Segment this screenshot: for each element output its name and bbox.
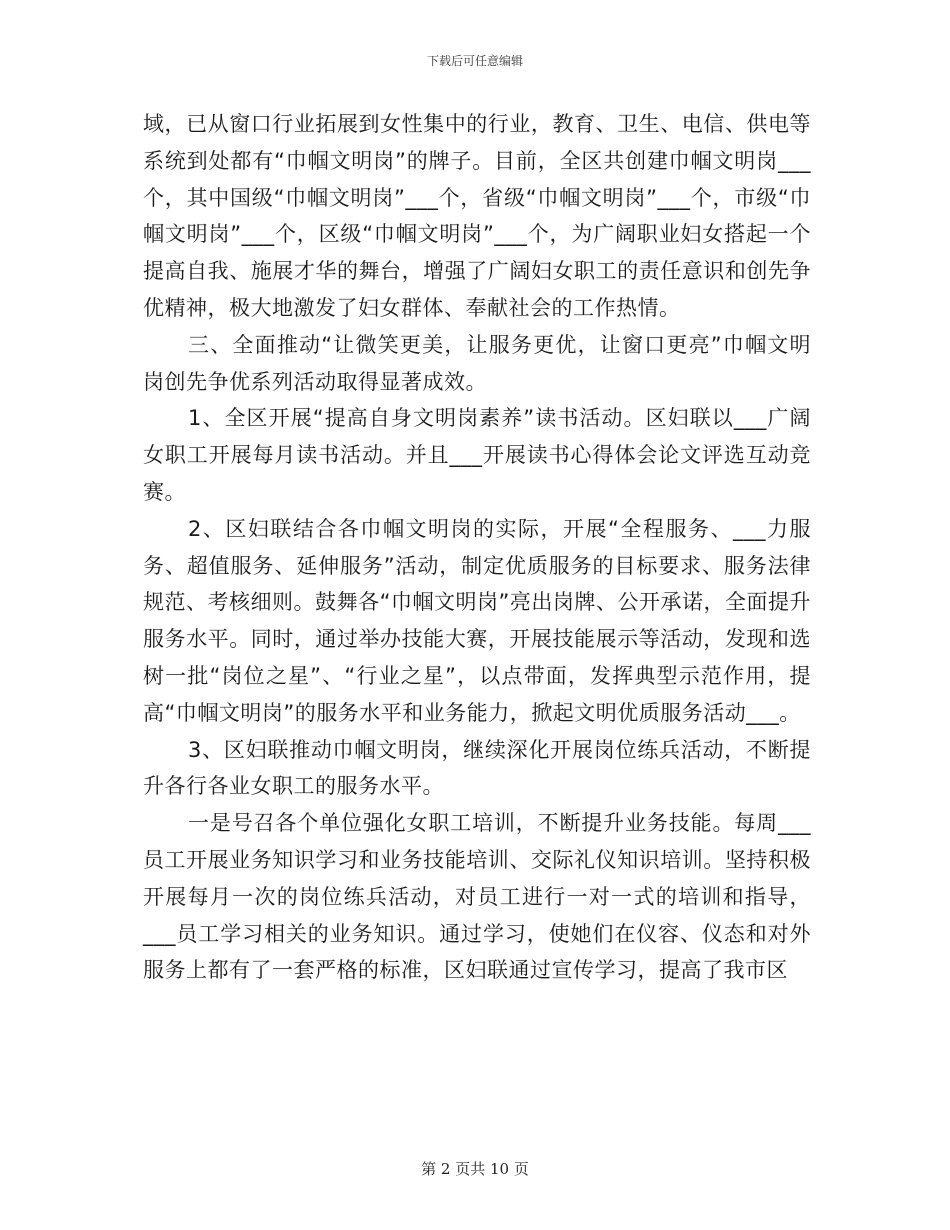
page-header: 下载后可任意编辑	[426, 54, 523, 68]
paragraph-section-three: 三、全面推动“让微笑更美，让服务更优，让窗口更亮”巾帼文明岗创先争优系列活动取得显著成效。	[143, 332, 811, 394]
paragraph-item-3: 3、区妇联推动巾帼文明岗，继续深化开展岗位练兵活动，不断提升各行各业女职工的服务水平。	[143, 737, 811, 799]
page-footer: 第 2 页共 10 页	[421, 1160, 529, 1178]
paragraph-item-1: 1、全区开展“提高自身文明岗素养”读书活动。区妇联以___广阔女职工开展每月读书活动。并且___开展读书心得体会论文评选互动竞赛。	[143, 406, 811, 504]
paragraph-item-2: 2、区妇联结合各巾帼文明岗的实际，开展“全程服务、___力服务、超值服务、延伸服务”活动，制定优质服务的目标要求、服务法律规范、考核细则。鼓舞各“巾帼文明岗”亮出岗牌、公开承诺，全面提升服务水平。同时，通过举办技能大赛，开展技能展示等活动，发现和选树一批“岗位之星”、“行业之星”，以点带面，发挥典型示范作用，提高“巾帼文明岗”的服务水平和业务能力，掀起文明优质服务活动___。	[143, 516, 811, 725]
paragraph-point-one: 一是号召各个单位强化女职工培训，不断提升业务技能。每周___员工开展业务知识学习和业务技能培训、交际礼仪知识培训。坚持积极开展每月一次的岗位练兵活动，对员工进行一对一式的培训和指导，___员工学习相关的业务知识。通过学习，使她们在仪容、仪态和对外服务上都有了一套严格的标准，区妇联通过宣传学习，提高了我市区	[143, 811, 811, 983]
paragraph-continuation: 域，已从窗口行业拓展到女性集中的行业，教育、卫生、电信、供电等系统到处都有“巾帼文明岗”的牌子。目前，全区共创建巾帼文明岗___个，其中国级“巾帼文明岗”___个，省级“巾帼文明岗”___个，市级“巾帼文明岗”___个，区级“巾帼文明岗”___个，为广阔职业妇女搭起一个提高自我、施展才华的舞台，增强了广阔妇女职工的责任意识和创先争优精神，极大地激发了妇女群体、奉献社会的工作热情。	[143, 112, 811, 320]
document-body	[143, 106, 811, 989]
